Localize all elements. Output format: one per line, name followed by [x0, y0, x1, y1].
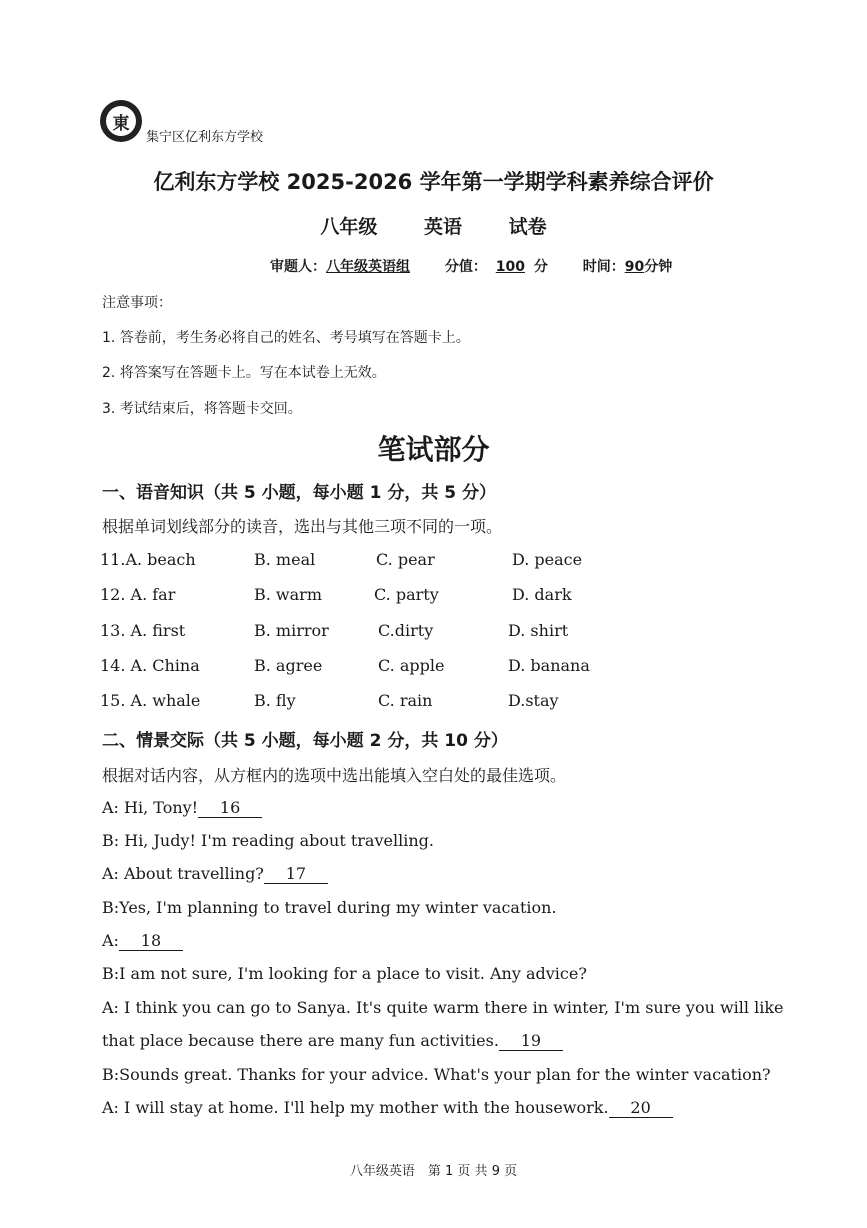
q13-option-a: 13. A. first	[100, 621, 186, 640]
dialogue-text: A: About travelling?	[102, 864, 264, 883]
logo-emblem-icon: 東	[106, 106, 136, 136]
dialogue-line	[102, 1098, 673, 1118]
exam-title: 亿利东方学校 2025-2026 学年第一学期学科素养综合评价	[153, 170, 714, 194]
q13-option-d: D. shirt	[508, 621, 569, 640]
section-title: 笔试部分	[377, 433, 490, 466]
paper-label: 试卷	[508, 216, 547, 238]
dialogue-line	[102, 1031, 563, 1051]
q14-option-b: B. agree	[254, 656, 323, 675]
dialogue-text: A: I will stay at home. I'll help my mother with the housework.	[102, 1098, 609, 1117]
answer-blank-18[interactable]: 18	[119, 931, 183, 951]
answer-blank-16[interactable]: 16	[198, 798, 262, 818]
subject-label: 英语	[423, 216, 462, 238]
dialogue-line	[102, 964, 587, 983]
answer-blank-17[interactable]: 17	[264, 864, 328, 884]
notice-title: 注意事项：	[102, 295, 172, 311]
setter-label: 审题人：	[270, 259, 326, 275]
part1-heading: 一、语音知识（共 5 小题，每小题 1 分，共 5 分）	[102, 483, 496, 503]
part2-instruction: 根据对话内容，从方框内的选项中选出能填入空白处的最佳选项。	[102, 766, 567, 785]
dialogue-line	[102, 998, 784, 1017]
score-value: 100	[495, 259, 525, 275]
q11-option-a: 11.A. beach	[100, 550, 196, 569]
time-unit: 分钟	[644, 259, 673, 275]
q13-option-c: C.dirty	[378, 621, 434, 640]
exam-meta	[270, 256, 672, 276]
part2-heading: 二、情景交际（共 5 小题，每小题 2 分，共 10 分）	[102, 731, 508, 751]
dialogue-line	[102, 931, 183, 951]
dialogue-line	[102, 798, 262, 818]
q15-option-c: C. rain	[378, 691, 433, 710]
dialogue-text: A: I think you can go to Sanya. It's quite warm there in winter, I'm sure you will like	[102, 998, 784, 1017]
grade-label: 八年级	[320, 216, 378, 238]
q11-option-c: C. pear	[376, 550, 435, 569]
q15-option-a: 15. A. whale	[100, 691, 201, 710]
q12-option-c: C. party	[374, 585, 439, 604]
dialogue-line	[102, 898, 557, 917]
dialogue-text: A: Hi, Tony!	[102, 798, 199, 817]
dialogue-text: B: Hi, Judy! I'm reading about travelling.	[102, 831, 434, 850]
q15-option-d: D.stay	[508, 691, 559, 710]
notice-item: 3. 考试结束后，将答题卡交回。	[102, 401, 302, 417]
notice-item: 2. 将答案写在答题卡上。写在本试卷上无效。	[102, 365, 386, 381]
q12-option-b: B. warm	[254, 585, 322, 604]
school-logo	[100, 100, 142, 142]
q13-option-b: B. mirror	[254, 621, 329, 640]
exam-subtitle	[0, 212, 867, 239]
dialogue-text: A:	[102, 931, 119, 950]
dialogue-line	[102, 831, 434, 850]
setter-value: 八年级英语组	[326, 259, 410, 275]
dialogue-text: B:I am not sure, I'm looking for a place to visit. Any advice?	[102, 964, 587, 983]
answer-blank-20[interactable]: 20	[609, 1098, 673, 1118]
time-label: 时间：	[582, 259, 625, 275]
score-label: 分值：	[444, 259, 487, 275]
q12-option-a: 12. A. far	[100, 585, 176, 604]
q12-option-d: D. dark	[512, 585, 572, 604]
dialogue-line	[102, 864, 328, 884]
dialogue-line	[102, 1065, 771, 1084]
answer-blank-19[interactable]: 19	[499, 1031, 563, 1051]
dialogue-text: that place because there are many fun activities.	[102, 1031, 499, 1050]
notice-item: 1. 答卷前，考生务必将自己的姓名、考号填写在答题卡上。	[102, 330, 470, 346]
score-unit: 分	[533, 259, 548, 275]
time-value: 90	[624, 259, 645, 275]
school-name-small: 集宁区亿利东方学校	[146, 130, 264, 145]
q14-option-c: C. apple	[378, 656, 445, 675]
q11-option-d: D. peace	[512, 550, 583, 569]
dialogue-text: B:Sounds great. Thanks for your advice. What's your plan for the winter vacation?	[102, 1065, 771, 1084]
part1-instruction: 根据单词划线部分的读音，选出与其他三项不同的一项。	[102, 517, 503, 536]
page-footer: 八年级英语 第 1 页 共 9 页	[349, 1164, 518, 1179]
q11-option-b: B. meal	[254, 550, 316, 569]
q15-option-b: B. fly	[254, 691, 296, 710]
dialogue-text: B:Yes, I'm planning to travel during my winter vacation.	[102, 898, 557, 917]
q14-option-a: 14. A. China	[100, 656, 200, 675]
q14-option-d: D. banana	[508, 656, 590, 675]
